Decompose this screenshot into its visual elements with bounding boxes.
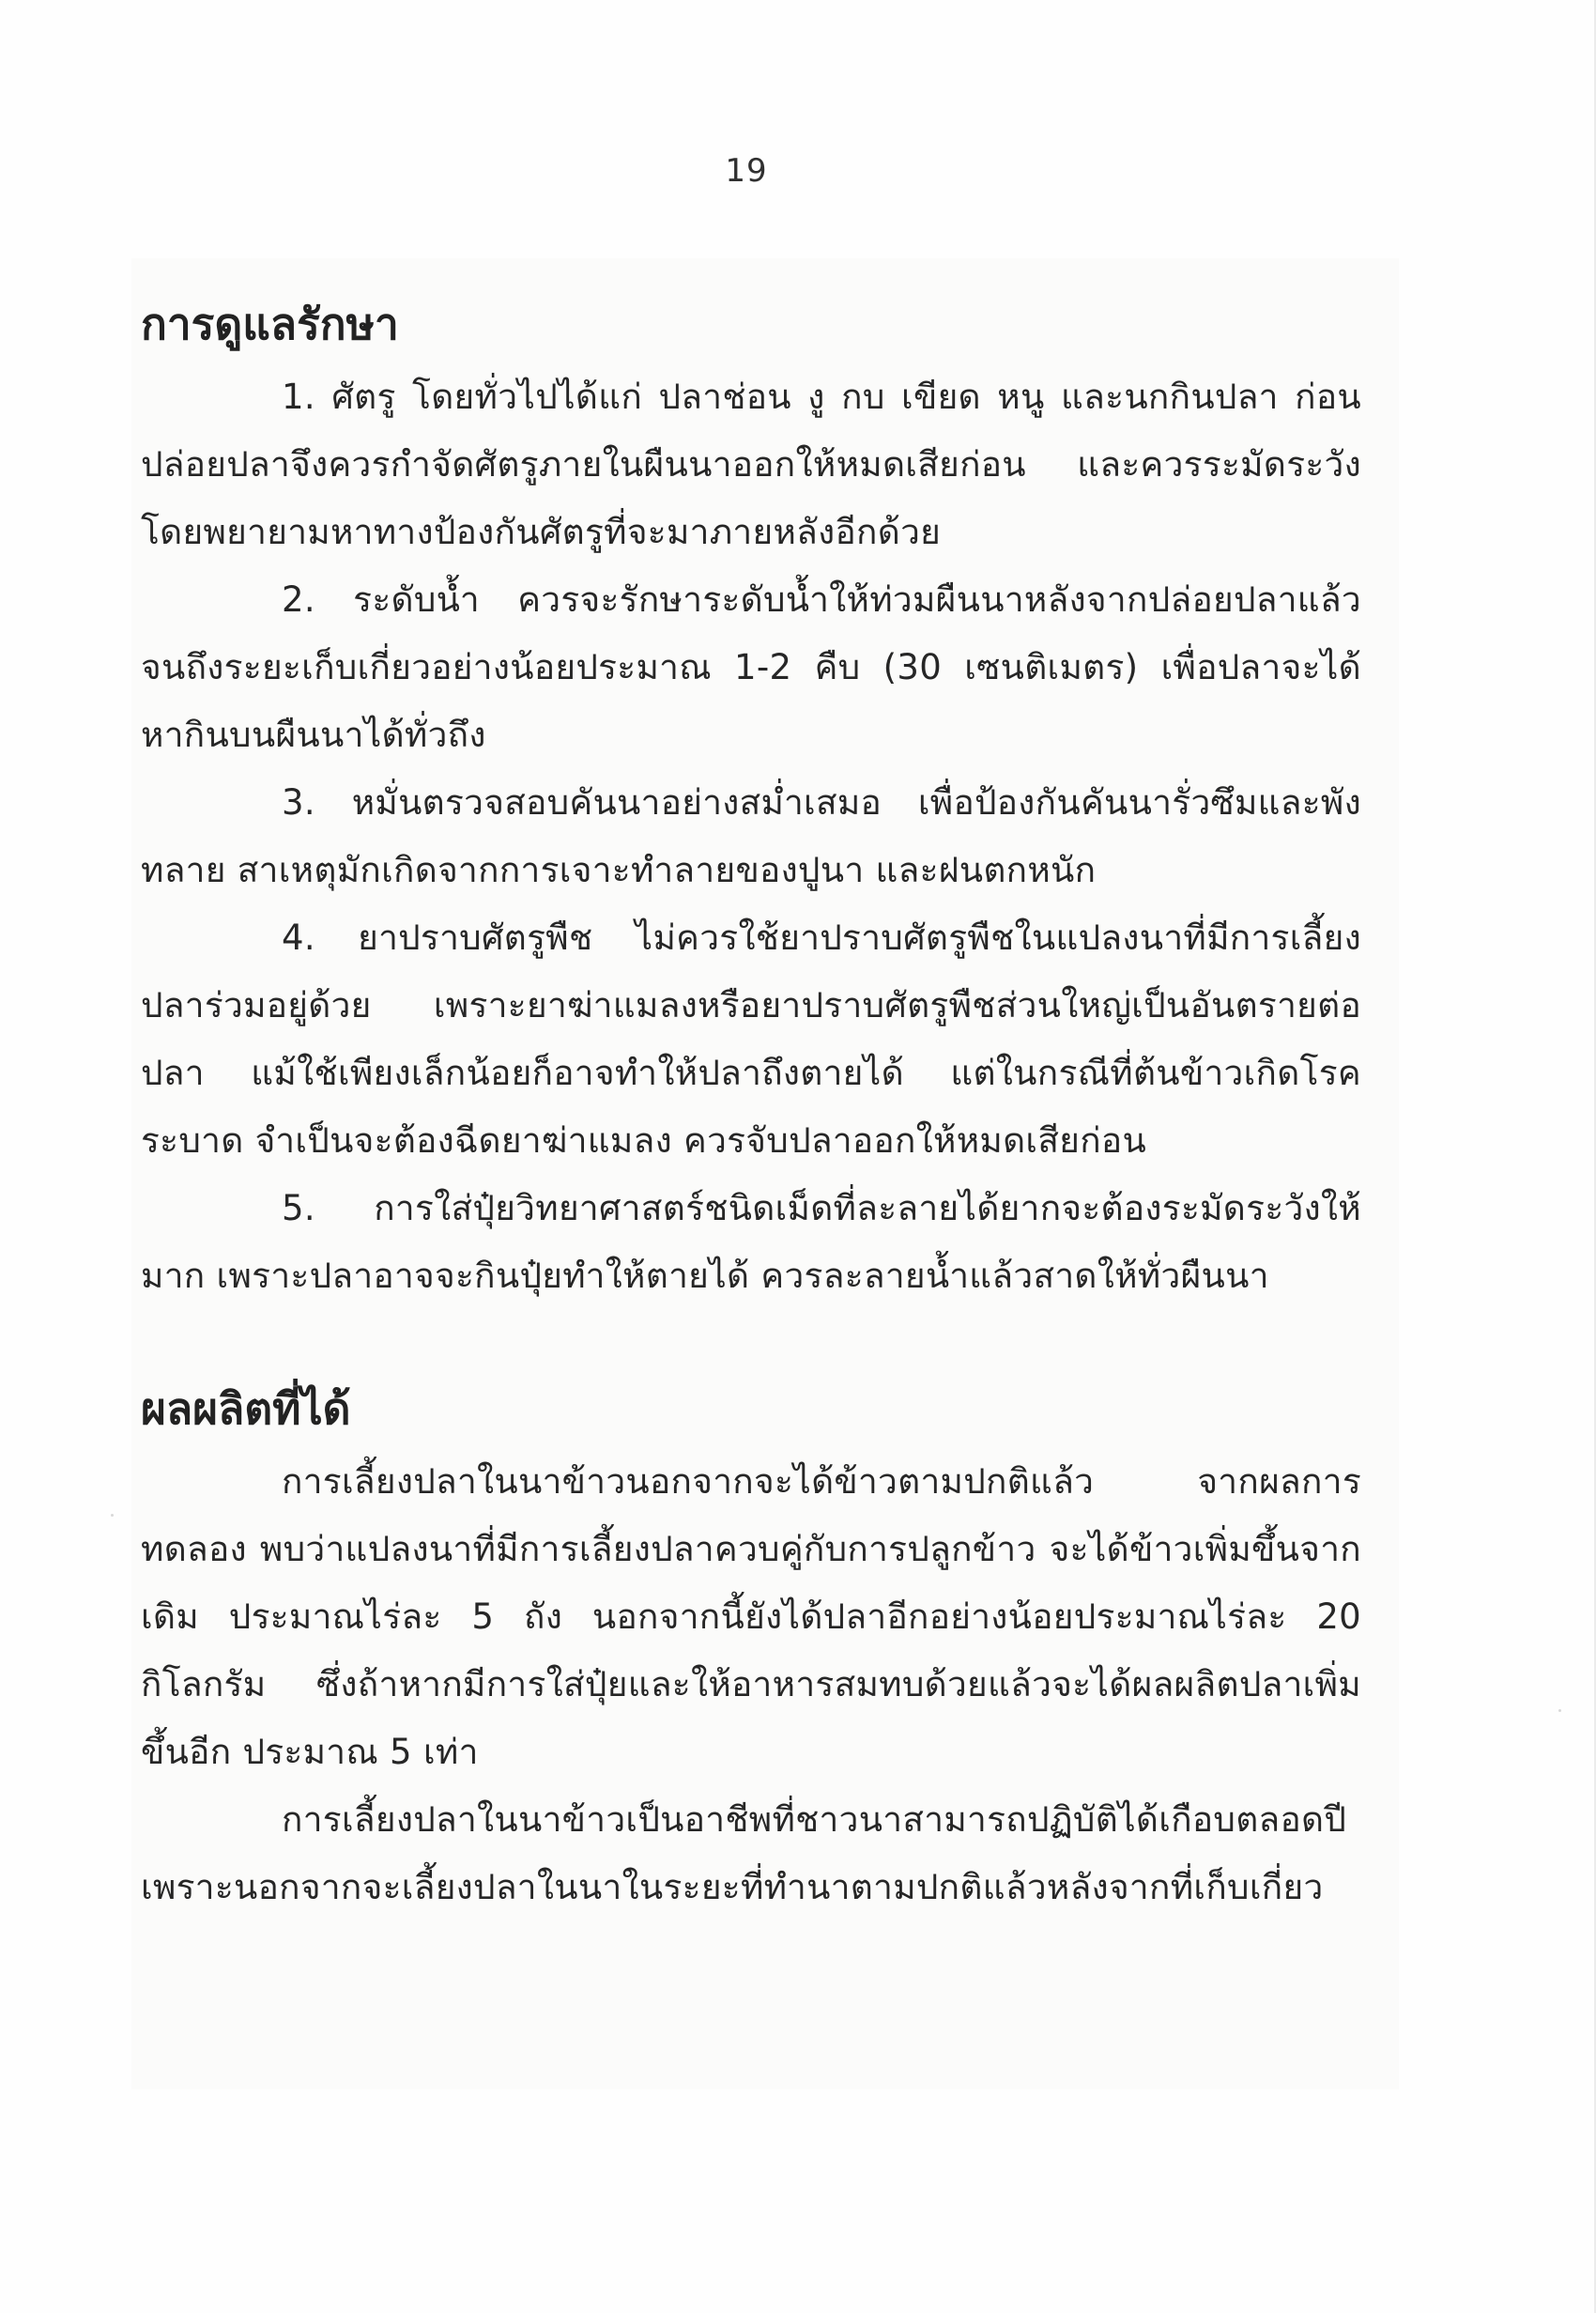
yield-paragraph-2: การเลี้ยงปลาในนาข้าวเป็นอาชีพที่ชาวนาสามารถปฏิบัติได้เกือบตลอดปี เพราะนอกจากจะเลี้ยงปลาในนาในระยะที่ทำนาตามปกติแล้วหลังจากที่เก็บเกี่ยว bbox=[141, 1799, 1347, 1908]
page-number: 19 bbox=[725, 152, 768, 190]
care-item-4: 4. ยาปราบศัตรูพืช ไม่ควรใช้ยาปราบศัตรูพืชในแปลงนาที่มีการเลี้ยงปลาร่วมอยู่ด้วย เพราะยาฆ่าแมลงหรือยาปราบศัตรูพืชส่วนใหญ่เป็นอันตรายต่อปลา แม้ใช้เพียงเล็กน้อยก็อาจทำให้ปลาถึงตายได้ แต่ในกรณีที่ต้นข้าวเกิดโรคระบาด จำเป็นจะต้องฉีดยาฆ่าแมลง ควรจับปลาออกให้หมดเสียก่อน bbox=[141, 917, 1361, 1162]
section-heading-care: การดูแลรักษา bbox=[141, 299, 399, 349]
care-item-2: 2. ระดับน้ำ ควรจะรักษาระดับน้ำให้ท่วมผืนนาหลังจากปล่อยปลาแล้ว จนถึงระยะเก็บเกี่ยวอย่างน้อยประมาณ 1-2 คืบ (30 เซนติเมตร) เพื่อปลาจะได้หากินบนผืนนาได้ทั่วถึง bbox=[141, 579, 1361, 756]
page-content bbox=[141, 299, 1361, 1921]
scan-speck bbox=[1558, 1709, 1561, 1712]
scan-speck bbox=[111, 1514, 114, 1517]
care-item-1: 1. ศัตรู โดยทั่วไปได้แก่ ปลาช่อน งู กบ เขียด หนู และนกกินปลา ก่อนปล่อยปลาจึงควรกำจัดศัตรูภายในผืนนาออกให้หมดเสียก่อน และควรระมัดระวัง โดยพยายามหาทางป้องกันศัตรูที่จะมาภายหลังอีกด้วย bbox=[141, 377, 1361, 553]
yield-paragraph-1: การเลี้ยงปลาในนาข้าวนอกจากจะได้ข้าวตามปกติแล้ว จากผลการทดลอง พบว่าแปลงนาที่มีการเลี้ยงปลาควบคู่กับการปลูกข้าว จะได้ข้าวเพิ่มขึ้นจากเดิม ประมาณไร่ละ 5 ถัง นอกจากนี้ยังได้ปลาอีกอย่างน้อยประมาณไร่ละ 20 กิโลกรัม ซึ่งถ้าหากมีการใส่ปุ๋ยและให้อาหารสมทบด้วยแล้วจะได้ผลผลิตปลาเพิ่มขึ้นอีก ประมาณ 5 เท่า bbox=[141, 1461, 1361, 1773]
section-heading-yield: ผลผลิตที่ได้ bbox=[141, 1383, 351, 1435]
care-item-5: 5. การใส่ปุ๋ยวิทยาศาสตร์ชนิดเม็ดที่ละลายได้ยากจะต้องระมัดระวังให้มาก เพราะปลาอาจจะกินปุ๋ยทำให้ตายได้ ควรละลายน้ำแล้วสาดให้ทั่วผืนนา bbox=[141, 1188, 1361, 1297]
care-item-3: 3. หมั่นตรวจสอบคันนาอย่างสม่ำเสมอ เพื่อป้องกันคันนารั่วซึมและพังทลาย สาเหตุมักเกิดจากการเจาะทำลายของปูนา และฝนตกหนัก bbox=[141, 782, 1361, 891]
